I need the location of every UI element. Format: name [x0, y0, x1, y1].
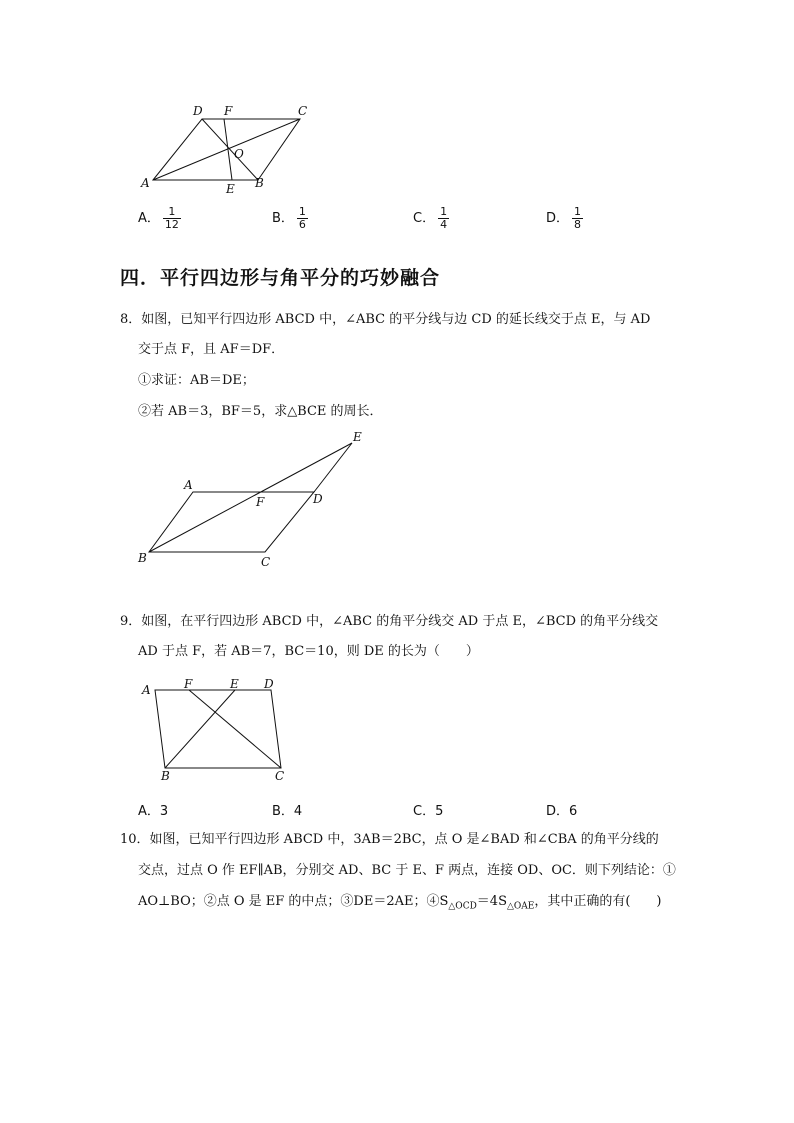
subscript-ocd: △OCD	[448, 901, 477, 912]
fraction-denominator: 6	[298, 218, 306, 231]
label-e: E	[226, 182, 235, 196]
section-heading: 四．平行四边形与角平分的巧妙融合	[120, 267, 441, 289]
fraction-numerator: 1	[440, 205, 448, 218]
q8-line2: 交于点 F，且 AF＝DF．	[138, 342, 285, 357]
bisector-cf	[189, 690, 281, 768]
subscript-oae: △OAE	[506, 901, 535, 912]
segment-de	[314, 443, 352, 492]
fraction-denominator: 4	[440, 218, 448, 231]
q10-line3-part-c: ，其中正确的有( )	[534, 894, 662, 909]
q9-option-d[interactable]: D．6	[546, 804, 578, 819]
q10-line1: 10．如图，已知平行四边形 ABCD 中，3AB＝2BC，点 O 是∠BAD 和∠CBA 的角平分线的	[120, 832, 659, 847]
label-b: B	[138, 551, 147, 565]
label-a: A	[142, 683, 151, 697]
label-e: E	[230, 677, 239, 691]
q7-option-c[interactable]	[413, 206, 449, 231]
label-d: D	[313, 492, 323, 506]
q9-line2: AD 于点 F，若 AB＝7，BC＝10，则 DE 的长为（ ）	[138, 644, 479, 659]
fraction-numerator: 1	[574, 205, 582, 218]
q9-option-c[interactable]: C．5	[413, 804, 444, 819]
figure-q7	[130, 95, 320, 200]
q9-option-a[interactable]: A．3	[138, 804, 169, 819]
label-d: D	[193, 104, 203, 118]
label-f: F	[184, 677, 193, 691]
figure-q9	[135, 672, 295, 784]
q8-part1: ①求证：AB＝DE；	[138, 373, 255, 388]
option-letter: A．	[138, 211, 160, 226]
figure-q8	[130, 425, 370, 575]
label-c: C	[275, 769, 285, 783]
diagonal-bd	[202, 119, 258, 180]
label-f: F	[224, 104, 233, 118]
q9-line1: 9．如图，在平行四边形 ABCD 中，∠ABC 的角平分线交 AD 于点 E，∠BCD 的角平分线交	[120, 614, 659, 629]
q10-line3-part-a: AO⊥BO；②点 O 是 EF 的中点；③DE＝2AE；④S	[138, 894, 449, 909]
label-b: B	[255, 176, 264, 190]
q8-line1: 8．如图，已知平行四边形 ABCD 中，∠ABC 的平分线与边 CD 的延长线交于点 E，与 AD	[120, 312, 651, 327]
label-c: C	[261, 555, 271, 569]
option-letter: C．	[413, 211, 436, 226]
q10-line2: 交点，过点 O 作 EF∥AB，分别交 AD、BC 于 E、F 两点，连接 OD、OC．则下列结论：①	[138, 863, 676, 878]
label-o: O	[234, 147, 244, 161]
diagonal-ac	[153, 119, 300, 180]
label-b: B	[161, 769, 170, 783]
label-c: C	[298, 104, 308, 118]
fraction-denominator: 8	[574, 218, 582, 231]
fraction-numerator: 1	[298, 205, 306, 218]
parallelogram-abcd	[155, 690, 281, 768]
parallelogram-abcd	[149, 492, 314, 552]
bisector-be	[165, 690, 235, 768]
label-a: A	[141, 176, 150, 190]
option-letter: B．	[272, 211, 294, 226]
q7-option-b[interactable]	[272, 206, 308, 231]
label-a: A	[184, 478, 193, 492]
label-f: F	[256, 495, 265, 509]
option-letter: D．	[546, 211, 570, 226]
q7-option-a[interactable]	[138, 206, 181, 231]
q9-option-b[interactable]: B．4	[272, 804, 303, 819]
fraction-denominator: 12	[164, 218, 179, 231]
q8-part2: ②若 AB＝3，BF＝5，求△BCE 的周长．	[138, 404, 383, 419]
label-d: D	[264, 677, 274, 691]
q7-option-d[interactable]	[546, 206, 583, 231]
q10-line3-part-b: ＝4S	[476, 894, 507, 909]
label-e: E	[353, 430, 362, 444]
fraction-numerator: 1	[163, 206, 181, 219]
q10-line3	[138, 893, 662, 916]
